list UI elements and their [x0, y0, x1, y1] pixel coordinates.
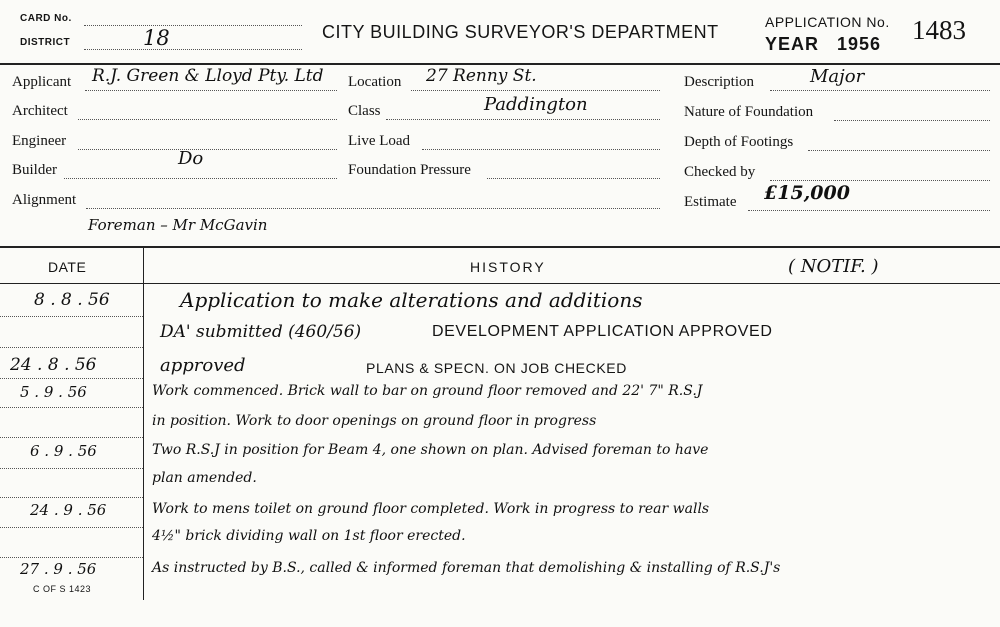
builder-value: Do [178, 148, 204, 169]
alignment-label: Alignment [12, 192, 77, 208]
applicant-value: R.J. Green & Lloyd Pty. Ltd [92, 66, 324, 86]
row-guide [0, 407, 143, 408]
depth-line [808, 150, 990, 151]
table-header-rule [0, 283, 1000, 284]
depth-label: Depth of Footings [684, 134, 794, 150]
district-label: DISTRICT [20, 37, 71, 48]
department-title: CITY BUILDING SURVEYOR'S DEPARTMENT [322, 22, 719, 42]
table-row-date: 27 . 9 . 56 [20, 560, 97, 578]
table-row-history-cont: in position. Work to door openings on ground floor in progress [152, 413, 597, 429]
table-row-history: DA' submitted (460/56) [160, 322, 362, 342]
table-row-date: 5 . 9 . 56 [20, 383, 87, 401]
nature-line [834, 120, 990, 121]
table-row-history-cont: 4½" brick dividing wall on 1st floor erected. [152, 528, 466, 544]
location-line [411, 90, 660, 91]
application-no-label: APPLICATION No. [765, 14, 890, 30]
foreman-note: Foreman – Mr McGavin [88, 216, 268, 234]
table-row-history: Work commenced. Brick wall to bar on ground floor removed and 22' 7" R.S.J [152, 383, 703, 399]
row-guide [0, 527, 143, 528]
checked-by-label: Checked by [684, 164, 756, 180]
table-row-date: 24 . 9 . 56 [30, 501, 107, 519]
date-column-divider [143, 248, 144, 600]
description-line [770, 90, 990, 91]
district-value: 18 [143, 26, 170, 50]
form-code: C OF S 1423 [33, 584, 92, 594]
class-line [386, 119, 660, 120]
table-row-date: 6 . 9 . 56 [30, 442, 97, 460]
table-row-history: approved [160, 355, 246, 376]
row-guide [0, 557, 143, 558]
architect-label: Architect [12, 103, 68, 119]
applicant-line [85, 90, 337, 91]
card-no-line [84, 25, 302, 26]
class-label: Class [348, 103, 381, 119]
applicant-label: Applicant [12, 74, 72, 90]
engineer-line [78, 149, 337, 150]
table-row-history-cont: plan amended. [152, 470, 257, 486]
table-row-typed: PLANS & SPECN. ON JOB CHECKED [366, 360, 627, 376]
builder-label: Builder [12, 162, 57, 178]
date-header: DATE [48, 259, 87, 275]
table-row-history: As instructed by B.S., called & informed foreman that demolishing & installing of R.S.J's [152, 560, 781, 576]
architect-line [78, 119, 337, 120]
row-guide [0, 437, 143, 438]
foundation-pressure-label: Foundation Pressure [348, 162, 471, 178]
estimate-line [748, 210, 990, 211]
year-label: YEAR [765, 34, 820, 54]
table-row-date: 24 . 8 . 56 [10, 355, 97, 375]
table-row-typed: DEVELOPMENT APPLICATION APPROVED [432, 323, 773, 340]
location-value: 27 Renny St. [426, 66, 537, 86]
foundation-pressure-line [487, 178, 660, 179]
table-row-date: 8 . 8 . 56 [34, 290, 110, 310]
row-guide [0, 347, 143, 348]
row-guide [0, 497, 143, 498]
history-stamp: ( NOTIF. ) [788, 256, 879, 277]
engineer-label: Engineer [12, 133, 67, 149]
estimate-label: Estimate [684, 194, 737, 210]
class-value: Paddington [484, 94, 588, 115]
table-top-rule [0, 246, 1000, 248]
builder-line [64, 178, 337, 179]
row-guide [0, 468, 143, 469]
header-rule [0, 63, 1000, 65]
alignment-line [86, 208, 660, 209]
year-value: 1956 [837, 34, 882, 54]
checked-by-line [770, 180, 990, 181]
live-load-label: Live Load [348, 133, 411, 149]
application-no-value: 1483 [912, 15, 966, 45]
card-no-label: CARD No. [20, 13, 72, 24]
district-line [84, 49, 302, 50]
live-load-line [422, 149, 660, 150]
table-row-history: Application to make alterations and additions [180, 288, 643, 312]
table-row-history: Work to mens toilet on ground floor completed. Work in progress to rear walls [152, 501, 710, 517]
nature-label: Nature of Foundation [684, 104, 814, 120]
location-label: Location [348, 74, 402, 90]
row-guide [0, 378, 143, 379]
estimate-value: £15,000 [764, 182, 850, 204]
description-value: Major [810, 66, 865, 87]
row-guide [0, 316, 143, 317]
description-label: Description [684, 74, 754, 90]
history-header: HISTORY [470, 259, 546, 275]
table-row-history: Two R.S.J in position for Beam 4, one shown on plan. Advised foreman to have [152, 442, 709, 458]
